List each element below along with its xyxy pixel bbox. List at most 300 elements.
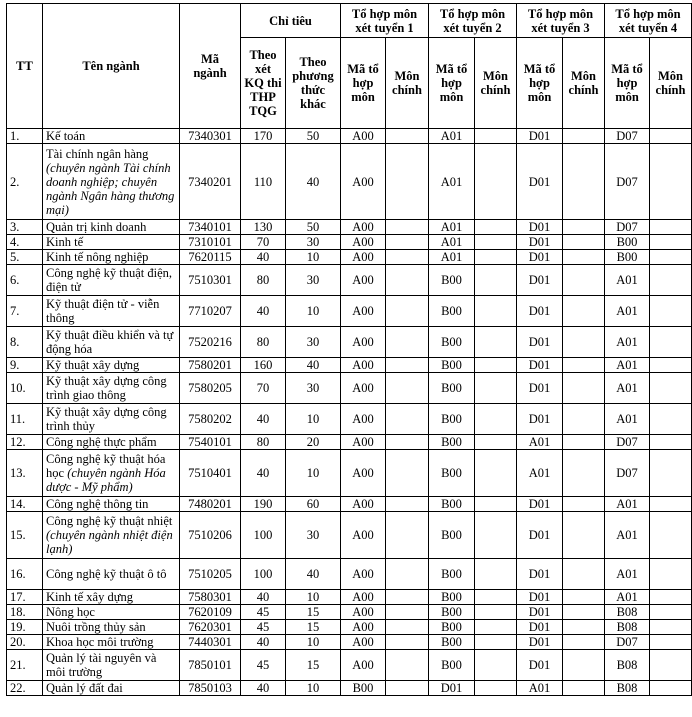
- main-subject-3: [563, 296, 605, 327]
- combo-code-1: A00: [341, 650, 386, 681]
- main-subject-4: [650, 220, 692, 235]
- major-code: 7620301: [180, 620, 241, 635]
- combo-code-2: B00: [429, 497, 475, 512]
- major-name: [43, 373, 180, 404]
- quota-other: 50: [286, 220, 341, 235]
- main-subject-4: [650, 235, 692, 250]
- major-code: 7510301: [180, 265, 241, 296]
- main-subject-2: [475, 605, 517, 620]
- main-subject-3: [563, 590, 605, 605]
- major-name: [43, 497, 180, 512]
- combo-code-4: A01: [605, 497, 650, 512]
- combo-code-3: D01: [517, 605, 563, 620]
- quota-other: 10: [286, 681, 341, 696]
- major-name: [43, 358, 180, 373]
- quota-other: 50: [286, 129, 341, 144]
- main-subject-4: [650, 404, 692, 435]
- quota-thpt: 100: [241, 512, 286, 559]
- major-code: 7510401: [180, 450, 241, 497]
- quota-thpt: 100: [241, 559, 286, 590]
- combo-code-1: A00: [341, 559, 386, 590]
- major-name: [43, 635, 180, 650]
- row-index: 10.: [7, 373, 43, 404]
- row-index: 22.: [7, 681, 43, 696]
- combo-code-3: D01: [517, 220, 563, 235]
- major-name: [43, 327, 180, 358]
- quota-other: 10: [286, 450, 341, 497]
- combo-code-2: A01: [429, 250, 475, 265]
- main-subject-4: [650, 681, 692, 696]
- quota-other: 60: [286, 497, 341, 512]
- combo-code-2: B00: [429, 559, 475, 590]
- combo-code-3: D01: [517, 650, 563, 681]
- admission-table: [6, 3, 692, 696]
- table-row: [7, 650, 692, 681]
- quota-thpt: 70: [241, 373, 286, 404]
- major-name-text: Kinh tế nông nghiệp: [46, 250, 149, 264]
- table-row: [7, 435, 692, 450]
- major-name-text: Công nghệ thực phẩm: [46, 435, 157, 449]
- combo-code-4: A01: [605, 358, 650, 373]
- main-subject-2: [475, 265, 517, 296]
- quota-thpt: 160: [241, 358, 286, 373]
- combo-code-4: A01: [605, 512, 650, 559]
- main-subject-2: [475, 590, 517, 605]
- major-name-text: Kế toán: [46, 129, 86, 143]
- combo-code-1: A00: [341, 250, 386, 265]
- row-index: 3.: [7, 220, 43, 235]
- major-name-text: Kỹ thuật xây dựng công trình giao thông: [46, 374, 167, 402]
- main-subject-3: [563, 404, 605, 435]
- major-name: [43, 559, 180, 590]
- major-name-text: Khoa học môi trường: [46, 635, 154, 649]
- table-row: [7, 129, 692, 144]
- main-subject-1: [386, 650, 429, 681]
- header-group-4: Tổ hợp môn xét tuyển 4: [605, 4, 692, 38]
- combo-code-3: D01: [517, 358, 563, 373]
- quota-other: 20: [286, 435, 341, 450]
- quota-other: 10: [286, 250, 341, 265]
- main-subject-3: [563, 220, 605, 235]
- quota-other: 40: [286, 358, 341, 373]
- header-main-subject: Môn chính: [563, 38, 605, 129]
- main-subject-3: [563, 635, 605, 650]
- table-row: [7, 327, 692, 358]
- combo-code-4: A01: [605, 559, 650, 590]
- main-subject-3: [563, 650, 605, 681]
- main-subject-1: [386, 681, 429, 696]
- quota-thpt: 40: [241, 681, 286, 696]
- main-subject-2: [475, 327, 517, 358]
- combo-code-3: D01: [517, 129, 563, 144]
- main-subject-2: [475, 635, 517, 650]
- header-quota-thpt: Theo xét KQ thi THP TQG: [241, 38, 286, 129]
- quota-other: 30: [286, 235, 341, 250]
- main-subject-2: [475, 358, 517, 373]
- header-tt: TT: [7, 4, 43, 129]
- combo-code-2: B00: [429, 327, 475, 358]
- main-subject-3: [563, 373, 605, 404]
- main-subject-2: [475, 620, 517, 635]
- quota-other: 30: [286, 512, 341, 559]
- quota-other: 10: [286, 404, 341, 435]
- combo-code-2: B00: [429, 358, 475, 373]
- header-main-subject: Môn chính: [650, 38, 692, 129]
- main-subject-1: [386, 620, 429, 635]
- combo-code-4: D07: [605, 635, 650, 650]
- header-group-3: Tổ hợp môn xét tuyển 3: [517, 4, 605, 38]
- major-name-text: Tài chính ngân hàng: [46, 146, 149, 161]
- quota-other: 40: [286, 559, 341, 590]
- combo-code-2: D01: [429, 681, 475, 696]
- table-row: [7, 620, 692, 635]
- combo-code-2: B00: [429, 404, 475, 435]
- quota-other: 15: [286, 650, 341, 681]
- main-subject-3: [563, 250, 605, 265]
- major-name-text: Quản lý tài nguyên và môi trường: [46, 651, 157, 679]
- major-name-text: Công nghệ kỹ thuật điện, điện tử: [46, 266, 173, 294]
- combo-code-2: B00: [429, 450, 475, 497]
- main-subject-1: [386, 296, 429, 327]
- combo-code-1: A00: [341, 358, 386, 373]
- row-index: 19.: [7, 620, 43, 635]
- main-subject-4: [650, 358, 692, 373]
- major-name: [43, 404, 180, 435]
- main-subject-4: [650, 129, 692, 144]
- combo-code-2: B00: [429, 620, 475, 635]
- main-subject-1: [386, 327, 429, 358]
- table-row: [7, 265, 692, 296]
- combo-code-3: D01: [517, 144, 563, 220]
- combo-code-4: B00: [605, 250, 650, 265]
- main-subject-1: [386, 235, 429, 250]
- major-code: 7310101: [180, 235, 241, 250]
- main-subject-4: [650, 144, 692, 220]
- main-subject-2: [475, 404, 517, 435]
- major-name: [43, 681, 180, 696]
- combo-code-4: B08: [605, 650, 650, 681]
- quota-thpt: 190: [241, 497, 286, 512]
- main-subject-3: [563, 435, 605, 450]
- row-index: 9.: [7, 358, 43, 373]
- major-name: [43, 220, 180, 235]
- combo-code-1: A00: [341, 265, 386, 296]
- table-row: [7, 497, 692, 512]
- quota-other: 15: [286, 605, 341, 620]
- major-name: [43, 590, 180, 605]
- quota-other: 30: [286, 327, 341, 358]
- quota-other: 30: [286, 265, 341, 296]
- major-code: 7520216: [180, 327, 241, 358]
- main-subject-4: [650, 373, 692, 404]
- main-subject-3: [563, 358, 605, 373]
- header-main-subject: Môn chính: [386, 38, 429, 129]
- row-index: 11.: [7, 404, 43, 435]
- major-code: 7580301: [180, 590, 241, 605]
- combo-code-4: A01: [605, 327, 650, 358]
- main-subject-2: [475, 129, 517, 144]
- row-index: 17.: [7, 590, 43, 605]
- main-subject-4: [650, 650, 692, 681]
- main-subject-1: [386, 144, 429, 220]
- major-code: 7440301: [180, 635, 241, 650]
- major-name-text: Công nghệ kỹ thuật ô tô: [46, 567, 167, 581]
- quota-thpt: 40: [241, 450, 286, 497]
- quota-thpt: 80: [241, 327, 286, 358]
- combo-code-1: A00: [341, 296, 386, 327]
- major-name: [43, 650, 180, 681]
- row-index: 5.: [7, 250, 43, 265]
- combo-code-2: B00: [429, 296, 475, 327]
- quota-other: 10: [286, 635, 341, 650]
- major-code: 7340301: [180, 129, 241, 144]
- main-subject-1: [386, 559, 429, 590]
- main-subject-2: [475, 235, 517, 250]
- row-index: 12.: [7, 435, 43, 450]
- combo-code-3: D01: [517, 296, 563, 327]
- main-subject-1: [386, 435, 429, 450]
- table-row: [7, 404, 692, 435]
- combo-code-2: B00: [429, 373, 475, 404]
- table-row: [7, 450, 692, 497]
- major-code: 7620115: [180, 250, 241, 265]
- table-row: [7, 220, 692, 235]
- combo-code-1: B00: [341, 681, 386, 696]
- header-combo-code: Mã tổ hợp môn: [605, 38, 650, 129]
- row-index: 4.: [7, 235, 43, 250]
- major-specialization: (chuyên ngành nhiệt điện lạnh): [46, 528, 173, 556]
- main-subject-2: [475, 296, 517, 327]
- quota-thpt: 40: [241, 404, 286, 435]
- table-row: [7, 681, 692, 696]
- major-name: [43, 265, 180, 296]
- major-name: [43, 235, 180, 250]
- major-name-text: Kinh tế xây dựng: [46, 590, 133, 604]
- row-index: 14.: [7, 497, 43, 512]
- combo-code-2: B00: [429, 512, 475, 559]
- combo-code-1: A00: [341, 497, 386, 512]
- combo-code-3: D01: [517, 327, 563, 358]
- combo-code-3: D01: [517, 559, 563, 590]
- combo-code-4: A01: [605, 296, 650, 327]
- main-subject-3: [563, 620, 605, 635]
- main-subject-3: [563, 327, 605, 358]
- major-name: [43, 435, 180, 450]
- main-subject-4: [650, 497, 692, 512]
- combo-code-4: D07: [605, 144, 650, 220]
- main-subject-4: [650, 512, 692, 559]
- major-code: 7340101: [180, 220, 241, 235]
- main-subject-3: [563, 512, 605, 559]
- table-row: [7, 144, 692, 220]
- major-name-text: Kỹ thuật điều khiển và tự động hóa: [46, 328, 174, 356]
- major-code: 7580201: [180, 358, 241, 373]
- main-subject-4: [650, 327, 692, 358]
- main-subject-3: [563, 265, 605, 296]
- major-specialization: (chuyên ngành Hóa dược - Mỹ phẩm): [46, 466, 166, 494]
- row-index: 7.: [7, 296, 43, 327]
- main-subject-1: [386, 635, 429, 650]
- table-row: [7, 605, 692, 620]
- main-subject-1: [386, 450, 429, 497]
- major-code: 7620109: [180, 605, 241, 620]
- major-specialization: (chuyên ngành Tài chính doanh nghiệp; chuyên ngành Ngân hàng thương mại): [46, 160, 175, 217]
- major-code: 7510206: [180, 512, 241, 559]
- combo-code-3: A01: [517, 435, 563, 450]
- table-row: [7, 373, 692, 404]
- major-code: 7510205: [180, 559, 241, 590]
- combo-code-1: A00: [341, 512, 386, 559]
- main-subject-1: [386, 404, 429, 435]
- major-name-text: Quản trị kinh doanh: [46, 220, 147, 234]
- main-subject-2: [475, 435, 517, 450]
- major-name-text: Kinh tế: [46, 235, 84, 249]
- main-subject-4: [650, 590, 692, 605]
- main-subject-3: [563, 681, 605, 696]
- major-name: [43, 129, 180, 144]
- combo-code-4: D07: [605, 435, 650, 450]
- header-quota-other: Theo phương thức khác: [286, 38, 341, 129]
- header-quota: Chỉ tiêu: [241, 4, 341, 38]
- combo-code-4: B08: [605, 605, 650, 620]
- main-subject-2: [475, 373, 517, 404]
- main-subject-1: [386, 590, 429, 605]
- combo-code-1: A00: [341, 450, 386, 497]
- quota-thpt: 45: [241, 605, 286, 620]
- combo-code-2: A01: [429, 129, 475, 144]
- table-row: [7, 590, 692, 605]
- main-subject-3: [563, 497, 605, 512]
- combo-code-3: D01: [517, 590, 563, 605]
- quota-thpt: 40: [241, 590, 286, 605]
- quota-thpt: 45: [241, 620, 286, 635]
- major-code: 7580205: [180, 373, 241, 404]
- quota-other: 10: [286, 590, 341, 605]
- major-name-text: Kỹ thuật xây dựng công trình thủy: [46, 405, 167, 433]
- combo-code-1: A00: [341, 404, 386, 435]
- major-name-text: Nuôi trồng thủy sản: [46, 620, 146, 634]
- row-index: 21.: [7, 650, 43, 681]
- table-row: [7, 559, 692, 590]
- combo-code-4: B08: [605, 620, 650, 635]
- quota-thpt: 110: [241, 144, 286, 220]
- table-row: [7, 235, 692, 250]
- combo-code-1: A00: [341, 144, 386, 220]
- major-name: [43, 296, 180, 327]
- row-index: 1.: [7, 129, 43, 144]
- table-row: [7, 358, 692, 373]
- main-subject-3: [563, 559, 605, 590]
- quota-thpt: 45: [241, 650, 286, 681]
- combo-code-3: D01: [517, 497, 563, 512]
- quota-thpt: 40: [241, 250, 286, 265]
- major-name: [43, 605, 180, 620]
- main-subject-4: [650, 250, 692, 265]
- major-name-text: Công nghệ kỹ thuật nhiệt: [46, 514, 173, 528]
- row-index: 6.: [7, 265, 43, 296]
- combo-code-3: A01: [517, 681, 563, 696]
- main-subject-1: [386, 250, 429, 265]
- combo-code-4: A01: [605, 265, 650, 296]
- quota-other: 30: [286, 373, 341, 404]
- combo-code-4: B08: [605, 681, 650, 696]
- combo-code-1: A00: [341, 590, 386, 605]
- major-code: 7850103: [180, 681, 241, 696]
- main-subject-1: [386, 373, 429, 404]
- major-name-text: Quản lý đất đai: [46, 681, 123, 695]
- header-combo-code: Mã tổ hợp môn: [517, 38, 563, 129]
- header-main-subject: Môn chính: [475, 38, 517, 129]
- combo-code-2: B00: [429, 265, 475, 296]
- table-body: [7, 129, 692, 696]
- combo-code-3: D01: [517, 235, 563, 250]
- main-subject-1: [386, 220, 429, 235]
- combo-code-1: A00: [341, 605, 386, 620]
- main-subject-1: [386, 129, 429, 144]
- major-code: 7710207: [180, 296, 241, 327]
- combo-code-4: D07: [605, 450, 650, 497]
- main-subject-3: [563, 129, 605, 144]
- main-subject-4: [650, 635, 692, 650]
- major-name: [43, 450, 180, 497]
- main-subject-3: [563, 450, 605, 497]
- quota-thpt: 80: [241, 435, 286, 450]
- row-index: 16.: [7, 559, 43, 590]
- combo-code-4: D07: [605, 220, 650, 235]
- table-row: [7, 635, 692, 650]
- main-subject-2: [475, 497, 517, 512]
- major-name-text: Công nghệ thông tin: [46, 497, 149, 511]
- combo-code-1: A00: [341, 373, 386, 404]
- quota-other: 15: [286, 620, 341, 635]
- main-subject-3: [563, 144, 605, 220]
- combo-code-3: D01: [517, 635, 563, 650]
- combo-code-3: D01: [517, 404, 563, 435]
- quota-thpt: 170: [241, 129, 286, 144]
- combo-code-1: A00: [341, 327, 386, 358]
- combo-code-2: B00: [429, 435, 475, 450]
- major-name-text: Kỹ thuật điện tử - viễn thông: [46, 297, 160, 325]
- row-index: 15.: [7, 512, 43, 559]
- quota-thpt: 40: [241, 296, 286, 327]
- combo-code-1: A00: [341, 235, 386, 250]
- header-combo-code: Mã tổ hợp môn: [429, 38, 475, 129]
- main-subject-3: [563, 235, 605, 250]
- main-subject-4: [650, 296, 692, 327]
- main-subject-1: [386, 605, 429, 620]
- combo-code-1: A00: [341, 635, 386, 650]
- combo-code-2: A01: [429, 144, 475, 220]
- quota-thpt: 70: [241, 235, 286, 250]
- major-name-text: Nông học: [46, 605, 95, 619]
- combo-code-1: A00: [341, 435, 386, 450]
- major-code: 7480201: [180, 497, 241, 512]
- main-subject-4: [650, 435, 692, 450]
- row-index: 20.: [7, 635, 43, 650]
- major-name: [43, 250, 180, 265]
- header-code: Mã ngành: [180, 4, 241, 129]
- major-code: 7580202: [180, 404, 241, 435]
- combo-code-2: B00: [429, 605, 475, 620]
- major-name: [43, 620, 180, 635]
- header-name: Tên ngành: [43, 4, 180, 129]
- main-subject-2: [475, 681, 517, 696]
- main-subject-3: [563, 605, 605, 620]
- table-row: [7, 296, 692, 327]
- combo-code-2: A01: [429, 235, 475, 250]
- main-subject-2: [475, 450, 517, 497]
- main-subject-2: [475, 650, 517, 681]
